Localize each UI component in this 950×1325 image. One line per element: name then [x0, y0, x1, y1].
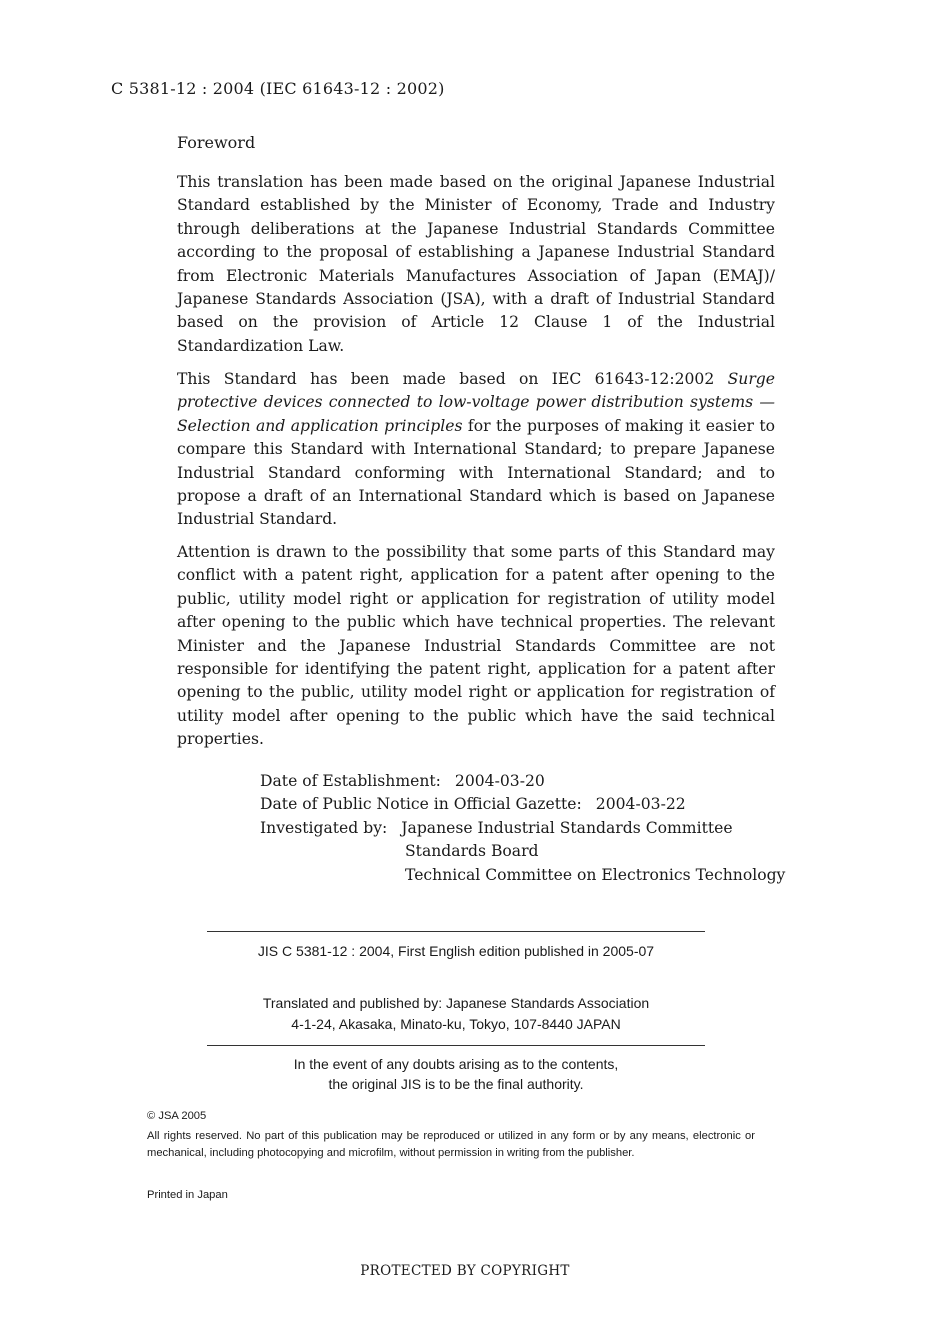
foreword-paragraph-1: This translation has been made based on the original Japanese Industrial Standard established by the Minister of Economy, Trade and Industry through deliberations at the Japanese Industrial Standards Committee according to the proposal of establishing a Japanese Industrial Standard from Electronic Materials Manufactures Association of Japan (EMAJ)/ Japanese Standards Association (JSA), with a draft of Industrial Standard based on the provision of Article 12 Clause 1 of the Industrial Standardization Law. [177, 173, 775, 355]
establishment-date: 2004-03-20 [454, 772, 545, 790]
copyright-notice: © JSA 2005 [147, 1110, 207, 1122]
authority-note-line-1: In the event of any doubts arising as to the contents, [293, 1056, 619, 1072]
paragraph-2-intro: This Standard has been made based on IEC 61643-12:2002 [177, 370, 728, 388]
foreword-heading: Foreword [177, 133, 256, 152]
publisher-block [207, 993, 705, 1035]
foreword-paragraph-3: Attention is drawn to the possibility that some parts of this Standard may conflict with a patent right, application for a patent after opening to the public, utility model right or application for registration of utility model after opening to the public which have technical properties. The relevant Minister and the Japanese Industrial Standards Committee are not responsible for identifying the patent right, application for a patent after opening to the public, utility model right or application for registration of utility model after opening to the public which have the said technical properties. [177, 543, 775, 749]
publisher-address: 4-1-24, Akasaka, Minato-ku, Tokyo, 107-8440 JAPAN [291, 1016, 621, 1032]
investigated-board: Standards Board [405, 842, 539, 861]
foreword-paragraph-2 [177, 368, 775, 532]
document-header: C 5381-12 : 2004 (IEC 61643-12 : 2002) [111, 79, 445, 98]
divider [207, 1045, 705, 1046]
public-notice-date: 2004-03-22 [595, 795, 686, 814]
authority-note-line-2: the original JIS is to be the final authority. [328, 1076, 584, 1092]
dates-block [260, 770, 785, 887]
copyright-footer: PROTECTED BY COPYRIGHT [360, 1263, 570, 1279]
printed-in: Printed in Japan [147, 1189, 228, 1201]
authority-note [207, 1054, 705, 1094]
divider [207, 931, 705, 932]
establishment-row [260, 770, 785, 793]
investigated-label: Investigated by: [260, 818, 388, 837]
public-notice-row [260, 793, 785, 816]
paragraph-2-rest: for the purposes of making it easier to compare this Standard with International Standard; to prepare Japanese Industrial Standard conforming with International Standard; and to propose a draft of an International Standard which is based on Japanese Industrial Standard. [177, 416, 775, 529]
investigated-technical-committee: Technical Committee on Electronics Technology [405, 865, 786, 884]
establishment-label: Date of Establishment: [260, 772, 441, 790]
public-notice-label: Date of Public Notice in Official Gazette: [260, 795, 582, 814]
rights-notice: All rights reserved. No part of this publication may be reproduced or utilized in any form or by any means, electronic or mechanical, including photocopying and microfilm, without permission in writing from the publisher. [147, 1130, 755, 1159]
iec-standard-title: Surge protective devices connected to low-voltage power distribution systems — Selection and application principles [177, 370, 775, 435]
publisher-line: Translated and published by: Japanese Standards Association [262, 995, 650, 1011]
investigated-row [260, 817, 785, 840]
edition-note: JIS C 5381-12 : 2004, First English edition published in 2005-07 [257, 943, 655, 959]
investigated-committee: Japanese Industrial Standards Committee [401, 818, 733, 837]
